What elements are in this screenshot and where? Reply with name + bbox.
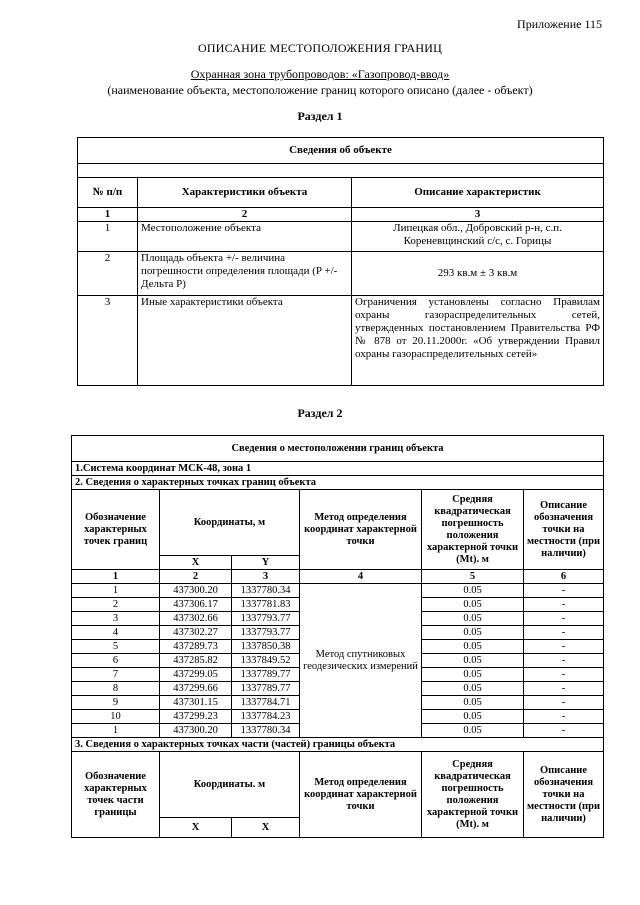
table-row	[78, 252, 604, 296]
col-point-desc-header: Описание обозначения точки на местности (при наличии)	[524, 490, 604, 570]
empty-row	[78, 164, 604, 178]
point-mt: 0.05	[422, 710, 524, 724]
object-info-title: Сведения об объекте	[78, 138, 604, 164]
point-x: 437302.27	[160, 626, 232, 640]
index-cell: 5	[422, 570, 524, 584]
col-mt-part-header: Средняя квадратическая погрешность положения характерной точки (Mt). м	[422, 752, 524, 838]
point-mt: 0.05	[422, 682, 524, 696]
point-y: 1337850.38	[232, 640, 300, 654]
point-y: 1337789.77	[232, 682, 300, 696]
point-mt: 0.05	[422, 626, 524, 640]
point-x: 437302.66	[160, 612, 232, 626]
point-number: 3	[72, 612, 160, 626]
point-mt: 0.05	[422, 668, 524, 682]
point-y: 1337784.23	[232, 710, 300, 724]
index-cell: 2	[160, 570, 232, 584]
method-cell: Метод спутниковых геодезических измерений	[300, 584, 422, 738]
point-number: 10	[72, 710, 160, 724]
col-coords-part-header: Координаты. м	[160, 752, 300, 818]
row-number: 3	[78, 296, 138, 386]
col-desc-header: Описание характеристик	[352, 178, 604, 208]
point-x: 437285.82	[160, 654, 232, 668]
point-x: 437299.23	[160, 710, 232, 724]
col-x-part-header: X	[160, 818, 232, 838]
col-method-part-header: Метод определения координат характерной точки	[300, 752, 422, 838]
point-number: 6	[72, 654, 160, 668]
index-cell: 2	[138, 208, 352, 222]
col-method-header: Метод определения координат характерной точки	[300, 490, 422, 570]
col-designation-header: Обозначение характерных точек границ	[72, 490, 160, 570]
col-char-header: Характеристики объекта	[138, 178, 352, 208]
point-x: 437299.05	[160, 668, 232, 682]
point-x: 437301.15	[160, 696, 232, 710]
point-mt: 0.05	[422, 724, 524, 738]
object-name: Охранная зона трубопроводов: «Газопровод-ввод»	[190, 67, 450, 81]
index-cell: 3	[352, 208, 604, 222]
point-mt: 0.05	[422, 640, 524, 654]
point-desc: -	[524, 612, 604, 626]
table-row	[72, 584, 604, 598]
col-x-header: X	[160, 556, 232, 570]
row-char: Иные характеристики объекта	[138, 296, 352, 386]
index-cell: 6	[524, 570, 604, 584]
object-info-table	[77, 137, 604, 386]
point-desc: -	[524, 598, 604, 612]
point-desc: -	[524, 696, 604, 710]
point-y: 1337793.77	[232, 612, 300, 626]
section-2-label: Раздел 2	[297, 406, 343, 420]
point-x: 437289.73	[160, 640, 232, 654]
point-desc: -	[524, 654, 604, 668]
table-row	[78, 296, 604, 386]
point-y: 1337789.77	[232, 668, 300, 682]
point-desc: -	[524, 640, 604, 654]
index-cell: 1	[78, 208, 138, 222]
row-number: 1	[78, 222, 138, 252]
point-mt: 0.05	[422, 584, 524, 598]
point-x: 437300.20	[160, 584, 232, 598]
point-y: 1337784.71	[232, 696, 300, 710]
point-desc: -	[524, 724, 604, 738]
points-section-title: 2. Сведения о характерных точках границ объекта	[72, 476, 604, 490]
point-mt: 0.05	[422, 598, 524, 612]
point-desc: -	[524, 668, 604, 682]
col-point-desc-part-header: Описание обозначения точки на местности (при наличии)	[524, 752, 604, 838]
point-mt: 0.05	[422, 696, 524, 710]
point-y: 1337780.34	[232, 584, 300, 598]
document-title: ОПИСАНИЕ МЕСТОПОЛОЖЕНИЯ ГРАНИЦ	[198, 41, 442, 55]
point-x: 437300.20	[160, 724, 232, 738]
object-note: (наименование объекта, местоположение границ которого описано (далее - объект)	[107, 83, 533, 97]
point-x: 437306.17	[160, 598, 232, 612]
col-designation-part-header: Обозначение характерных точек части границы	[72, 752, 160, 838]
coord-system: 1.Система координат МСК-48, зона 1	[72, 462, 604, 476]
point-number: 8	[72, 682, 160, 696]
point-desc: -	[524, 682, 604, 696]
point-x: 437299.66	[160, 682, 232, 696]
point-number: 1	[72, 584, 160, 598]
row-char: Площадь объекта +/- величина погрешности определения площади (P +/- Дельта P)	[138, 252, 352, 296]
row-char: Местоположение объекта	[138, 222, 352, 252]
point-y: 1337780.34	[232, 724, 300, 738]
row-number: 2	[78, 252, 138, 296]
boundaries-title: Сведения о местоположении границ объекта	[72, 436, 604, 462]
index-cell: 1	[72, 570, 160, 584]
index-cell: 4	[300, 570, 422, 584]
point-number: 1	[72, 724, 160, 738]
point-number: 9	[72, 696, 160, 710]
table-row	[78, 222, 604, 252]
point-number: 4	[72, 626, 160, 640]
point-desc: -	[524, 710, 604, 724]
col-num-header: № п/п	[78, 178, 138, 208]
row-desc: Липецкая обл., Добровский р-н, с.п. Кореневщинский с/с, с. Горицы	[352, 222, 604, 252]
point-desc: -	[524, 584, 604, 598]
index-cell: 3	[232, 570, 300, 584]
point-desc: -	[524, 626, 604, 640]
point-mt: 0.05	[422, 612, 524, 626]
col-mt-header: Средняя квадратическая погрешность положения характерной точки (Mt). м	[422, 490, 524, 570]
row-desc: 293 кв.м ± 3 кв.м	[352, 252, 604, 296]
section-1-label: Раздел 1	[297, 109, 343, 123]
point-mt: 0.05	[422, 654, 524, 668]
point-y: 1337793.77	[232, 626, 300, 640]
col-y-part-header: X	[232, 818, 300, 838]
point-number: 7	[72, 668, 160, 682]
point-number: 2	[72, 598, 160, 612]
point-y: 1337849.52	[232, 654, 300, 668]
col-coords-header: Координаты, м	[160, 490, 300, 556]
point-number: 5	[72, 640, 160, 654]
row-desc: Ограничения установлены согласно Правилам охраны газораспределительных сетей, утвержденных постановлением Правительства РФ № 878 от 20.11.2000г. «Об утверждении Правил охраны газораспределительных сетей»	[352, 296, 604, 386]
col-y-header: Y	[232, 556, 300, 570]
boundaries-table	[71, 435, 604, 838]
appendix-label: Приложение 115	[517, 17, 602, 31]
parts-section-title: 3. Сведения о характерных точках части (частей) границы объекта	[72, 738, 604, 752]
point-y: 1337781.83	[232, 598, 300, 612]
